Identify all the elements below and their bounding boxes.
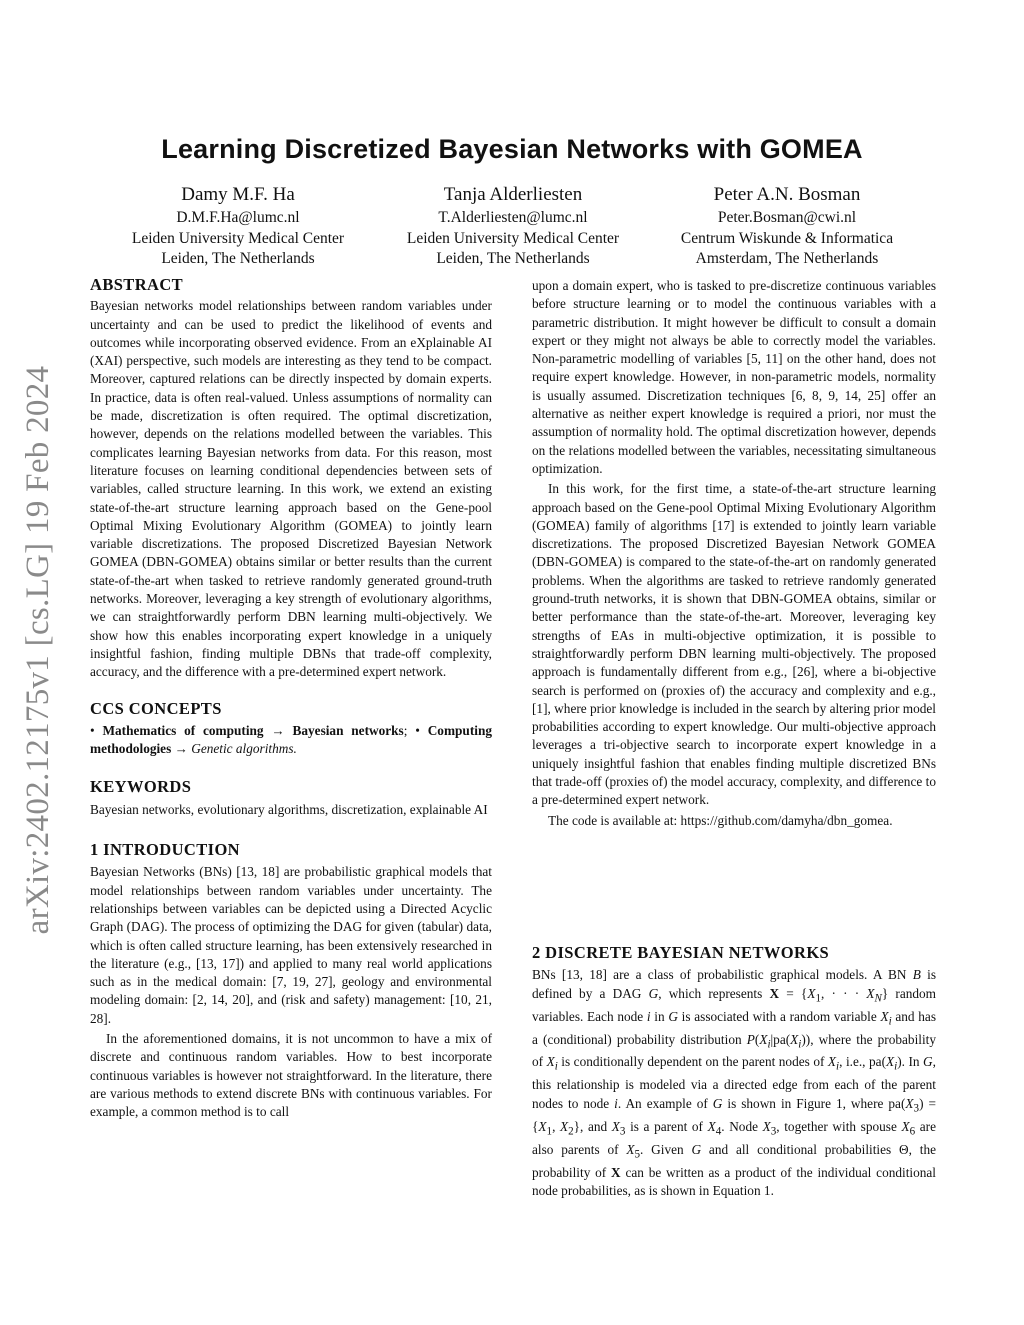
section-2 bbox=[532, 944, 936, 1200]
ccs-heading: CCS CONCEPTS bbox=[90, 698, 222, 718]
author-email: Peter.Bosman@cwi.nl bbox=[717, 209, 857, 226]
author-2 bbox=[353, 182, 673, 270]
keywords-text: Bayesian networks, evolutionary algorithms, discretization, explainable AI bbox=[90, 801, 488, 817]
intro-paragraph: In this work, for the first time, a state-of-the-art structure learning approach based on the Gene-pool Optimal Mixing Evolutionary Algorithm (GOMEA) family of algorithms [17] is extended to jointly learn variable discretizations. The proposed Discretized Bayesian Network GOMEA (DBN-GOMEA) is compared to the state-of-the-art on randomly generated problems. When the algorithms are tasked to retrieve randomly generated ground-truth networks, it is shown that DBN-GOMEA obtains, similar or better performance than the state-of-the-art. Moreover, leveraging key strengths of EAs in multi-objective optimization, it is possible to straightforwardly perform DBN learning multi-objectively. The proposed approach is fundamentally different from e.g., [26], where a bi-objective search is performed on (proxies of) the accuracy and complexity and e.g., [1], where prior knowledge is included in the search by altering prior model probabilities according to expert knowledge. Our multi-objective approach leverages a tri-objective search to incorporate expert knowledge in a uniquely insightful fashion that enables finding multiple discretized BNs that trade-off (proxies of) the model accuracy, complexity, and difference to a pre-determined expert network. bbox=[532, 481, 936, 808]
ccs-text: • Mathematics of computing → Bayesian networks; • Computing methodologies → Genetic algorithms. bbox=[90, 722, 492, 757]
author-affiliation: Leiden University Medical Center bbox=[131, 229, 345, 247]
intro-paragraph: Bayesian Networks (BNs) [13, 18] are probabilistic graphical models that model relationships between random variables under uncertainty. The relationships between variables can be depicted using a Directed Acyclic Graph (DAG). The process of optimizing the DAG for given (tabular) data, which is often called structure learning, has been extensively researched in the literature (e.g., [13, 17]) and applied to many real world applications such as in the medical domain: [7, 19, 27], geology and environmental modeling domain: [2, 14, 20], and (risk and safety) management: [10, 21, 28]. bbox=[90, 864, 492, 1026]
ccs-term: Computing methodologies bbox=[90, 722, 492, 757]
author-email: T.Alderliesten@lumc.nl bbox=[438, 209, 588, 226]
left-column bbox=[90, 276, 492, 1121]
abstract-text: Bayesian networks model relationships between random variables under uncertainty and can be used to predict the likelihood of events and outcomes while incorporating observed evidence. From an eXplainable AI (XAI) perspective, such models are interesting as they tend to be compact. Moreover, captured relations can be directly inspected by domain experts. In practice, data is often real-valued. Unless assumptions of normality can be made, discretization is often required. The optimal discretization, however, depends on the relations modelled between the variables. This complicates learning Bayesian networks from data. For this reason, most literature focuses on learning conditional dependencies between sets of variables, called structure learning. In this work, we extend an existing state-of-the-art structure learning approach based on the Gene-pool Optimal Mixing Evolutionary Algorithm (GOMEA) to jointly learn variable discretizations. The proposed Discretized Bayesian Network GOMEA (DBN-GOMEA) obtains similar or better results than the current state-of-the-art when tasked to retrieve randomly generated ground-truth networks. Moreover, leveraging a key strength of evolutionary algorithms, we can straightforwardly perform DBN learning multi-objectively. We show how this enables incorporating expert knowledge in a uniquely insightful fashion, finding multiple DBNs that trade-off complexity, accuracy, and the difference with a pre-determined expert network. bbox=[90, 298, 492, 680]
author-name: Tanja Alderliesten bbox=[443, 184, 583, 205]
section-2-heading: 2 DISCRETE BAYESIAN NETWORKS bbox=[532, 943, 830, 962]
author-location: Leiden, The Netherlands bbox=[161, 250, 315, 267]
ccs-term: Bayesian networks bbox=[292, 722, 404, 738]
author-name: Damy M.F. Ha bbox=[181, 184, 295, 205]
introduction-heading: 1 INTRODUCTION bbox=[90, 840, 240, 860]
author-location: Leiden, The Netherlands bbox=[436, 250, 590, 267]
keywords-heading: KEYWORDS bbox=[90, 777, 192, 797]
author-1 bbox=[78, 182, 398, 270]
right-column bbox=[532, 277, 936, 830]
author-affiliation: Centrum Wiskunde & Informatica bbox=[680, 229, 894, 247]
ccs-term: Genetic algorithms. bbox=[191, 741, 297, 757]
author-3 bbox=[627, 182, 947, 270]
author-location: Amsterdam, The Netherlands bbox=[695, 250, 879, 267]
intro-paragraph: In the aforementioned domains, it is not uncommon to have a mix of discrete and continuous random variables. How to best incorporate continuous variables is however not straightforward. In the literature, there are various methods to extend discrete BNs with continuous variables. For example, a common method is to call bbox=[90, 1030, 492, 1120]
abstract-heading: ABSTRACT bbox=[90, 275, 184, 294]
intro-paragraph: upon a domain expert, who is tasked to pre-discretize continuous variables before structure learning or to model the continuous variables with a parametric distribution. It might however be difficult to consult a domain expert or they might not always be able to correctly model the variables. Non-parametric modelling of variables [5, 11] on the other hand, does not require expert knowledge. However, in non-parametric models, normality is usually assumed. Discretization techniques [6, 8, 9, 14, 25] offer an alternative as neither expert knowledge is required a priori, nor must the assumption of normality hold. The optimal discretization however, depends on the relations modelled between the variables, necessitating simultaneous optimization. bbox=[532, 278, 936, 476]
author-affiliation: Leiden University Medical Center bbox=[406, 229, 620, 247]
author-email: D.M.F.Ha@lumc.nl bbox=[176, 209, 300, 226]
arxiv-stamp: arXiv:2402.12175v1 [cs.LG] 19 Feb 2024 bbox=[20, 365, 56, 935]
paper-title: Learning Discretized Bayesian Networks with GOMEA bbox=[161, 134, 863, 164]
section-2-paragraph: BNs [13, 18] are a class of probabilistic graphical models. A BN B is defined by a DAG G, which represents $X = \{X_1$, · · · $X_N$} random variables. Each node i in G is associated with a random variable $X_i$ and has a (conditional) probability distribution $P(X_i|pa(X_i))$, where the probability of $X_i$ is conditionally dependent on the parent nodes of $X_i$, i.e., $pa(X_i)$. In G, this relationship is modeled via a directed edge from each of the parent nodes to node i. An example of G is shown in Figure 1, where $pa(X_3) = \{X_1$, $X_2$}, and $X_3$ is a parent of $X_4$. Node $X_3$, together with spouse $X_6$ are also parents of $X_5$. Given G and all conditional probabilities Θ, the probability of X can be written as a product of the individual conditional node probabilities, as is shown in Equation 1. bbox=[532, 967, 937, 1198]
ccs-term: Mathematics of computing bbox=[102, 722, 264, 738]
code-availability: The code is available at: https://github.com/damyha/dbn_gomea. bbox=[548, 812, 893, 828]
author-name: Peter A.N. Bosman bbox=[713, 184, 861, 205]
